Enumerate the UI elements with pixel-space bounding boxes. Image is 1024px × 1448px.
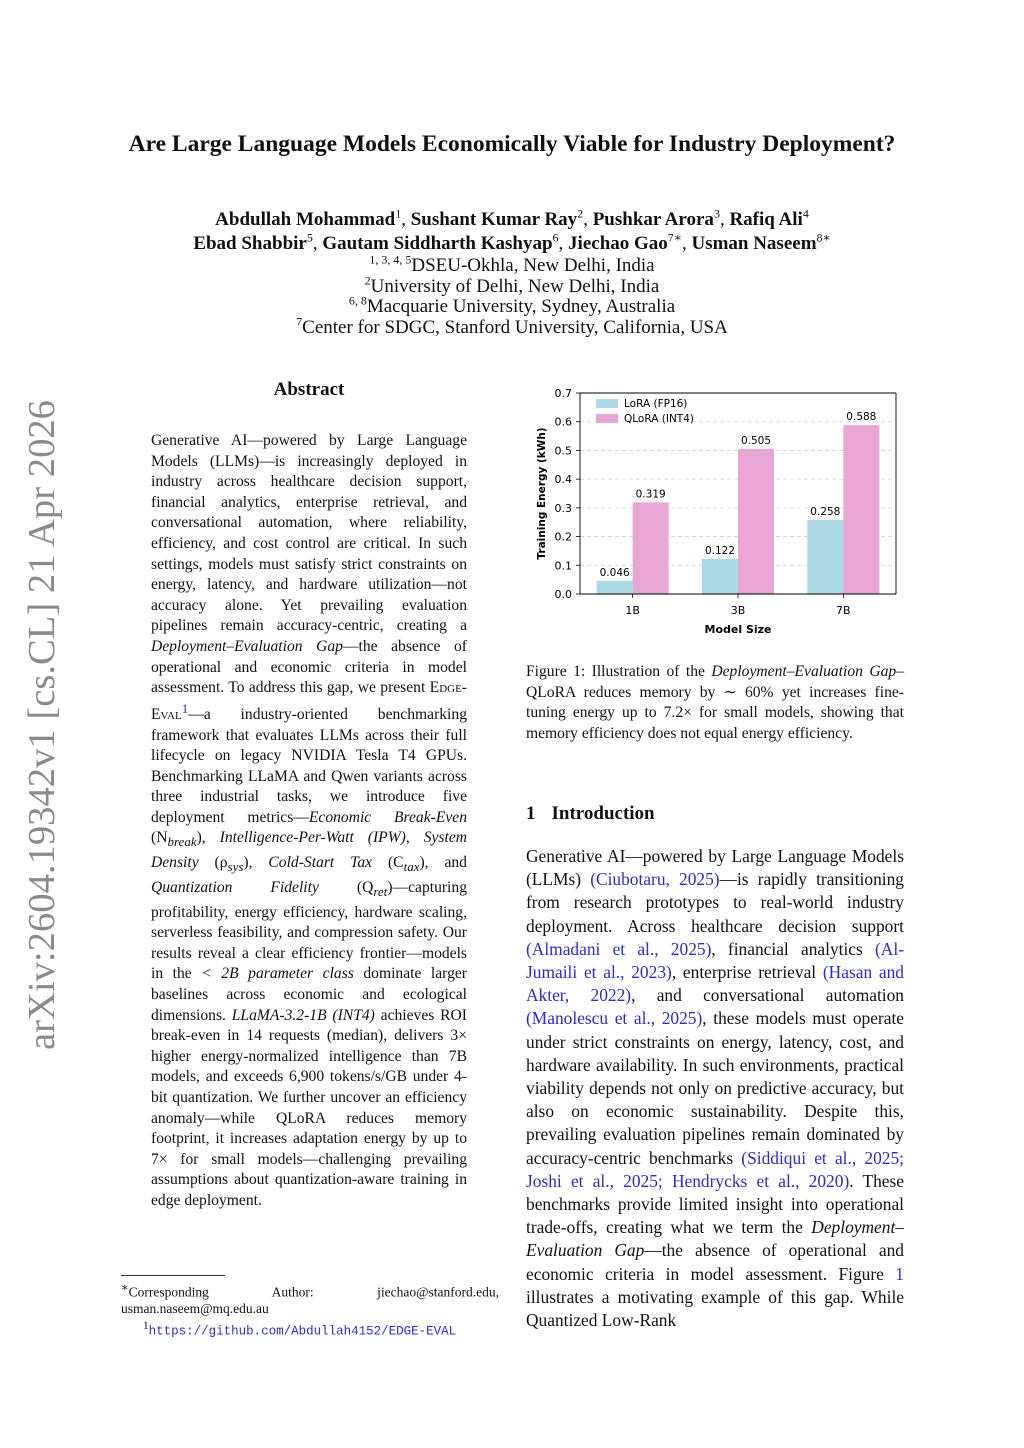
- affiliation: $^{6, 8}$Macquarie University, Sydney, Australia: [348, 293, 676, 317]
- figure-1-caption: Figure 1: Illustration of the Deployment–Evaluation Gap–QLoRA reduces memory by ∼ 60% yet increases fine-tuning energy up to 7.2× for small models, showing that memory efficiency does not equal energy efficiency.: [526, 663, 904, 742]
- legend-swatch: [596, 399, 618, 408]
- x-tick-label: 7B: [836, 604, 851, 617]
- bar-qlora-int4--7b: [843, 425, 879, 594]
- y-tick-label: 0.4: [554, 473, 572, 487]
- citation-link[interactable]: (Ciubotaru, 2025): [590, 869, 720, 890]
- author-name: Gautam Siddharth Kashyap: [322, 233, 553, 254]
- bar-lora-fp16--1b: [597, 581, 633, 594]
- affiliation: $^2$University of Delhi, New Delhi, India: [364, 273, 660, 297]
- y-tick-label: 0.5: [554, 444, 572, 458]
- citation-link[interactable]: (Al-Jumaili et al., 2023): [526, 938, 904, 983]
- y-tick-label: 0.6: [554, 415, 572, 429]
- introduction-body: Generative AI—powered by Large Language Models (LLMs) (Ciubotaru, 2025)—is rapidly transitioning from research prototypes to real-world industry deployment. Across healthcare decision support (Almadani et al., 2025), financial analytics (Al-Jumaili et al., 2023), enterprise retrieval (Hasan and Akter, 2022), and conversational automation (Manolescu et al., 2025), these models must operate under strict constraints on energy, latency, cost, and hardware availability. In such environments, practical viability depends not only on predictive accuracy, but also on economic sustainability. Despite this, prevailing evaluation pipelines remain dominated by accuracy-centric benchmarks (Siddiqui et al., 2025; Joshi et al., 2025; Hendrycks et al., 2020). These benchmarks provide limited insight into operational trade-offs, creating what we term the Deployment–Evaluation Gap—the absence of operational and economic criteria in model assessment. Figure 1 illustrates a motivating example of this gap. While Quantized Low-Rank: [526, 846, 905, 1331]
- footnotes: [121, 1280, 499, 1340]
- y-tick-label: 0.3: [554, 501, 572, 515]
- author-name: Jiechao Gao: [568, 233, 668, 254]
- legend-label: QLoRA (INT4): [624, 413, 694, 425]
- corresponding-author-note: ∗Corresponding Author: jiechao@stanford.edu, usman.naseem@mq.edu.au: [121, 1282, 499, 1316]
- data-label: 0.505: [740, 434, 772, 447]
- arxiv-stamp-text: arXiv:2604.19342v1 [cs.CL] 21 Apr 2026: [21, 410, 63, 1050]
- figure-1-chart: [526, 381, 904, 643]
- edge-eval-name: Edge-Eval: [151, 679, 467, 723]
- abstract-body: Generative AI—powered by Large Language Models (LLMs)—is increasingly deployed in industry across healthcare decision support, financial analytics, enterprise retrieval, and conversational automation, where reliability, efficiency, and cost control are critical. In such settings, models must satisfy strict constraints on energy, latency, and hardware utilization—not accuracy alone. Yet prevailing evaluation pipelines remain accuracy-centric, creating a Deployment–Evaluation Gap—the absence of operational and economic criteria in model assessment. To address this gap, we present Edge-Eval$^1$—a industry-oriented benchmarking framework that evaluates LLMs across their full lifecycle on legacy NVIDIA Tesla T4 GPUs. Benchmarking LLaMA and Qwen variants across three industrial tasks, we introduce five deployment metrics—Economic Break-Even $(N_{break})$, Intelligence-Per-Watt (IPW), System Density $(\rho_{sys})$, Cold-Start Tax $(C_{tax})$, and Quantization Fidelity $(Q_{ret})—capturing$ profitability, energy efficiency, hardware scaling, serverless feasibility, and compression safety. Our results reveal a clear efficiency frontier—models in the < 2B parameter class dominate larger baselines across economic and ecological dimensions. LLaMA-3.2-1B (INT4) achieves ROI break-even in 14 requests (median), delivers 3× higher energy-normalized intelligence than 7B models, and exceeds 6,900 tokens/s/GB under 4-bit quantization. We further uncover an efficiency anomaly—while QLoRA reduces memory footprint, it increases adaptation energy by up to 7× for small models—challenging prevailing assumptions about quantization-aware training in edge deployment.: [151, 432, 468, 1209]
- section-heading-introduction: 1 Introduction: [526, 803, 655, 824]
- footnote-rule: [121, 1275, 225, 1276]
- legend-swatch: [596, 414, 618, 423]
- legend-label: LoRA (FP16): [624, 398, 688, 410]
- y-tick-label: 0.0: [554, 588, 572, 601]
- abstract-heading: Abstract: [273, 379, 345, 400]
- x-tick-label: 3B: [730, 604, 746, 617]
- author-name: Ebad Shabbir: [193, 233, 307, 254]
- author-name: Pushkar Arora: [592, 209, 714, 230]
- paper-title: Are Large Language Models Economically Viable for Industry Deployment?: [128, 131, 896, 157]
- citation-link[interactable]: (Siddiqui et al., 2025; Joshi et al., 2025; Hendrycks et al., 2020): [526, 1147, 904, 1191]
- bar-qlora-int4--1b: [633, 502, 669, 594]
- y-tick-label: 0.7: [554, 387, 572, 400]
- citation-link[interactable]: (Manolescu et al., 2025): [526, 1008, 703, 1029]
- footnote-link[interactable]: 1: [181, 700, 189, 716]
- data-label: 0.046: [599, 566, 630, 579]
- affiliation-list: [110, 252, 914, 338]
- author-line-2: Ebad Shabbir$^5$, Gautam Siddharth Kashyap$^6$, Jiechao Gao$^{7∗}$, Usman Naseem$^{8∗}$: [193, 230, 831, 254]
- data-label: 0.588: [846, 411, 877, 424]
- author-name: Rafiq Ali: [729, 209, 803, 230]
- y-tick-label: 0.1: [554, 559, 572, 573]
- author-list: [110, 208, 914, 256]
- x-tick-label: 1B: [625, 604, 640, 617]
- bar-lora-fp16--7b: [807, 520, 843, 594]
- author-line-1: Abdullah Mohammad$^1$, Sushant Kumar Ray$^2$, Pushkar Arora$^3$, Rafiq Ali$^4$: [215, 206, 809, 230]
- data-label: 0.319: [635, 488, 666, 501]
- arxiv-stamp: [6, 395, 66, 1055]
- affiliation: $^{1, 3, 4, 5}$DSEU-Okhla, New Delhi, India: [369, 252, 655, 276]
- bar-lora-fp16--3b: [702, 559, 738, 594]
- y-tick-label: 0.2: [554, 530, 572, 544]
- affiliation: $^7$Center for SDGC, Stanford University, California, USA: [296, 314, 728, 338]
- data-label: 0.122: [704, 544, 736, 557]
- x-axis-label: Model Size: [704, 623, 772, 636]
- data-label: 0.258: [810, 505, 841, 518]
- citation-link[interactable]: (Almadani et al., 2025): [526, 938, 712, 959]
- github-link[interactable]: https://github.com/Abdullah4152/EDGE-EVAL: [148, 1324, 457, 1338]
- bar-qlora-int4--3b: [738, 449, 774, 594]
- citation-link[interactable]: (Hasan and Akter, 2022): [526, 962, 904, 1006]
- author-name: Abdullah Mohammad: [215, 209, 396, 230]
- author-name: Usman Naseem: [691, 233, 817, 254]
- figure-ref-link[interactable]: 1: [895, 1263, 904, 1284]
- footnote-1: $^1$https://github.com/Abdullah4152/EDGE-EVAL: [143, 1319, 457, 1338]
- y-axis-label: Training Energy (kWh): [536, 427, 548, 560]
- author-name: Sushant Kumar Ray: [410, 209, 578, 230]
